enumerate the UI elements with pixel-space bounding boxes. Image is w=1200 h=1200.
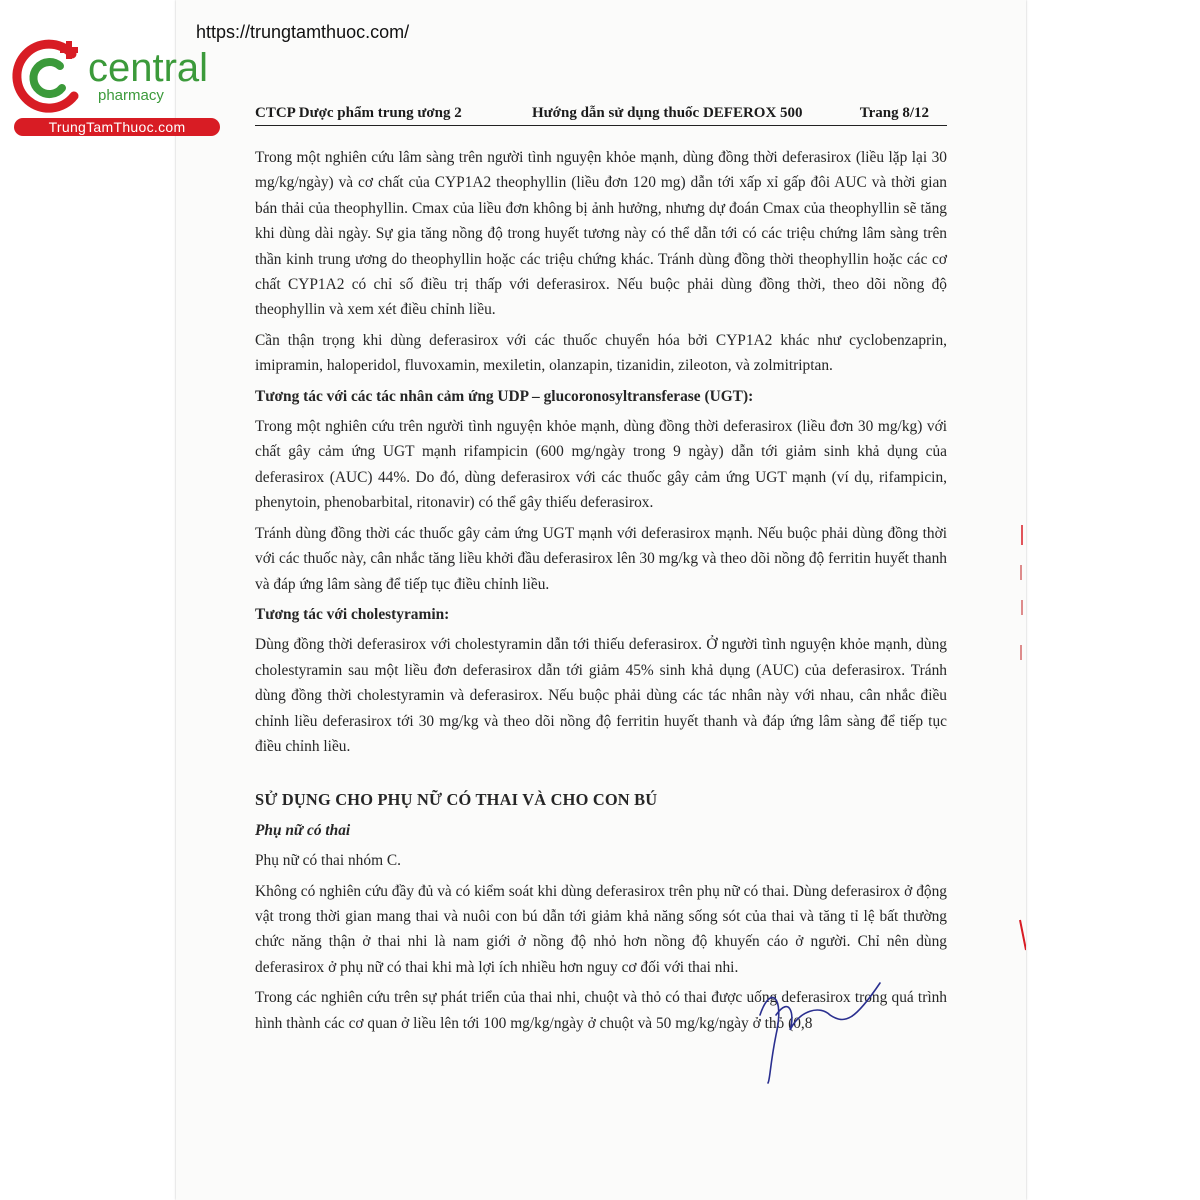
header-company: CTCP Dược phẩm trung ương 2: [255, 105, 462, 121]
heading-ugt-interaction: Tương tác với các tác nhân cảm ứng UDP – glucoronosyltransferase (UGT):: [255, 387, 754, 405]
page-header: [255, 103, 947, 126]
logo-wordmark: central: [88, 46, 209, 90]
logo-subtitle: pharmacy: [98, 87, 164, 104]
central-pharmacy-logo: [10, 38, 215, 138]
paragraph-rifampicin: Trong một nghiên cứu trên người tình nguyện khỏe mạnh, dùng đồng thời deferasirox (liều đơn 30 mg/kg) với chất gây cảm ứng UGT mạnh rifampicin (600 mg/ngày trong 9 ngày) dẫn tới giảm sinh khả dụng của deferasirox (AUC) 44%. Do đó, dùng deferasirox với các thuốc gây cảm ứng UGT mạnh (ví dụ, rifampicin, phenytoin, phenobarbital, ritonavir) có thể gây thiếu deferasirox.: [255, 418, 947, 512]
handwritten-signature: [740, 975, 890, 1085]
header-title: Hướng dẫn sử dụng thuốc DEFEROX 500: [532, 105, 803, 121]
scan-edge-marks: [1012, 520, 1026, 960]
pharmacy-logo-icon: [10, 38, 90, 118]
paragraph-cholestyramin: Dùng đồng thời deferasirox với cholestyramin dẫn tới thiếu deferasirox. Ở người tình nguyện khỏe mạnh, dùng cholestyramin sau một liều đơn deferasirox dẫn tới giảm 45% sinh khả dụng (AUC) của deferasirox. Tránh dùng đồng thời cholestyramin và deferasirox. Nếu buộc phải dùng các tác nhân này với nhau, cân nhắc điều chỉnh liều deferasirox tới 30 mg/kg và theo dõi nồng độ ferritin huyết thanh và đáp ứng lâm sàng để tiếp tục điều chỉnh liều.: [255, 636, 947, 755]
document-body: [255, 145, 947, 1041]
watermark-url[interactable]: https://trungtamthuoc.com/: [196, 22, 410, 42]
paragraph-animal-studies: Trong các nghiên cứu trên sự phát triển của thai nhi, chuột và thỏ có thai được uống deferasirox trong quá trình hình thành các cơ quan ở liều lên tới 100 mg/kg/ngày ở chuột và 50 mg/kg/ngày ở thỏ (0,8: [255, 989, 947, 1032]
paragraph-ugt-avoid: Tránh dùng đồng thời các thuốc gây cảm ứng UGT mạnh với deferasirox mạnh. Nếu buộc phải dùng đồng thời với các thuốc này, cân nhắc tăng liều khởi đầu deferasirox lên 30 mg/kg và theo dõi nồng độ ferritin huyết thanh và đáp ứng lâm sàng để tiếp tục điều chỉnh liều.: [255, 524, 947, 593]
header-page-number: Trang 8/12: [859, 105, 929, 121]
paragraph-theophyllin: Trong một nghiên cứu lâm sàng trên người tình nguyện khỏe mạnh, dùng đồng thời deferasirox (liều lặp lại 30 mg/kg/ngày) và cơ chất của CYP1A2 theophyllin (liều đơn 120 mg) dẫn tới xấp xỉ gấp đôi AUC và thời gian bán thải của theophyllin. Cmax của liều đơn không bị ảnh hưởng, nhưng dự đoán Cmax của theophyllin sẽ tăng khi dùng dài ngày. Sự gia tăng nồng độ trong huyết tương này có thể dẫn tới có các triệu chứng lâm sàng trên thần kinh trung ương do theophyllin hoặc các triệu chứng khác. Tránh dùng đồng thời theophyllin hoặc các cơ chất CYP1A2 có chỉ số điều trị thấp với deferasirox. Nếu buộc phải dùng đồng thời, theo dõi nồng độ theophyllin và xem xét điều chỉnh liều.: [255, 149, 947, 319]
heading-pregnancy-lactation: SỬ DỤNG CHO PHỤ NỮ CÓ THAI VÀ CHO CON BÚ: [255, 790, 658, 810]
subheading-pregnancy: Phụ nữ có thai: [255, 821, 351, 839]
paragraph-pregnancy-studies: Không có nghiên cứu đầy đủ và có kiểm soát khi dùng deferasirox trên phụ nữ có thai. Dùng deferasirox ở động vật trong thời gian mang thai và nuôi con bú dẫn tới giảm khả năng sống sót của thai và tăng tỉ lệ bất thường chức năng thận ở thai nhi là nam giới ở nồng độ nhỏ hơn nồng độ khuyến cáo ở người. Chỉ nên dùng deferasirox ở phụ nữ có thai khi mà lợi ích nhiều hơn nguy cơ đối với thai nhi.: [255, 882, 947, 976]
paragraph-pregnancy-category: Phụ nữ có thai nhóm C.: [255, 852, 402, 870]
logo-banner[interactable]: TrungTamThuoc.com: [14, 118, 220, 136]
heading-cholestyramin: Tương tác với cholestyramin:: [255, 605, 450, 623]
paragraph-cyp1a2: Cần thận trọng khi dùng deferasirox với các thuốc chuyển hóa bởi CYP1A2 khác như cyclobenzaprin, imipramin, haloperidol, fluvoxamin, mexiletin, olanzapin, tizanidin, zileoton, và zolmitriptan.: [255, 331, 947, 375]
